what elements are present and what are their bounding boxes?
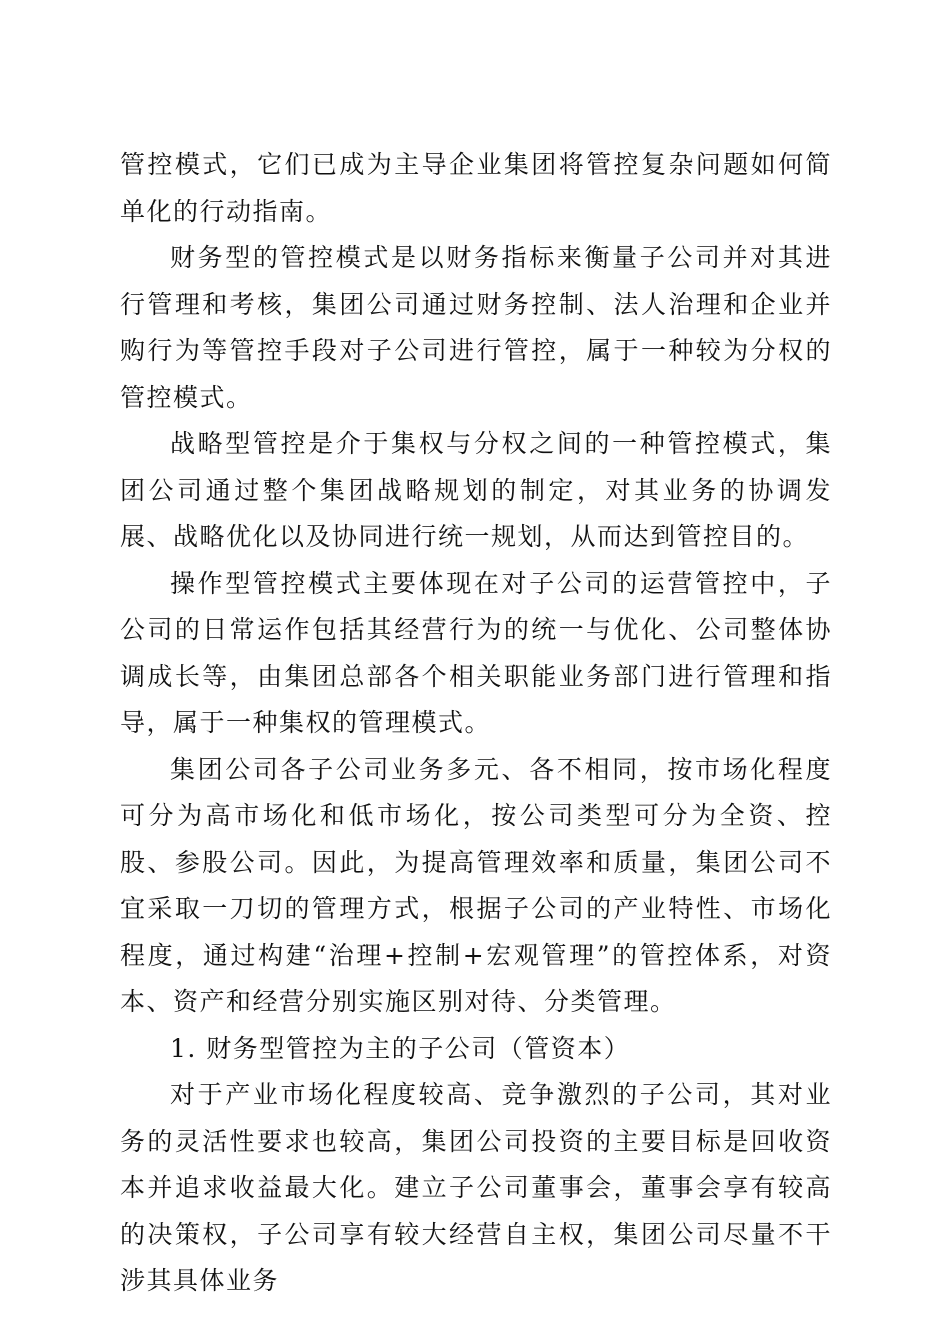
paragraph-classification: 集团公司各子公司业务多元、各不相同，按市场化程度可分为高市场化和低市场化，按公司类型可分为全资、控股、参股公司。因此，为提高管理效率和质量，集团公司不宜采取一刀切的管理方式，根据子公司的产业特性、市场化程度，通过构建“治理+控制+宏观管理”的管控体系，对资本、资产和经营分别实施区别对待、分类管理。 [120, 754, 832, 1016]
document-body [120, 142, 832, 1305]
paragraph-operational-model: 操作型管控模式主要体现在对子公司的运营管控中，子公司的日常运作包括其经营行为的统一与优化、公司整体协调成长等，由集团总部各个相关职能业务部门进行管理和指导，属于一种集权的管理模式。 [120, 568, 832, 737]
section-heading: 1. 财务型管控为主的子公司（管资本） [170, 1033, 631, 1063]
paragraph-continued: 管控模式，它们已成为主导企业集团将管控复杂问题如何简单化的行动指南。 [120, 150, 832, 226]
paragraph-strategic-model: 战略型管控是介于集权与分权之间的一种管控模式，集团公司通过整个集团战略规划的制定，对其业务的协调发展、战略优化以及协同进行统一规划，从而达到管控目的。 [120, 429, 832, 551]
paragraph-financial-model: 财务型的管控模式是以财务指标来衡量子公司并对其进行管理和考核，集团公司通过财务控制、法人治理和企业并购行为等管控手段对子公司进行管控，属于一种较为分权的管控模式。 [120, 243, 832, 412]
paragraph-section-body: 对于产业市场化程度较高、竞争激烈的子公司，其对业务的灵活性要求也较高，集团公司投资的主要目标是回收资本并追求收益最大化。建立子公司董事会，董事会享有较高的决策权，子公司享有较大经营自主权，集团公司尽量不干涉其具体业务 [120, 1080, 832, 1295]
